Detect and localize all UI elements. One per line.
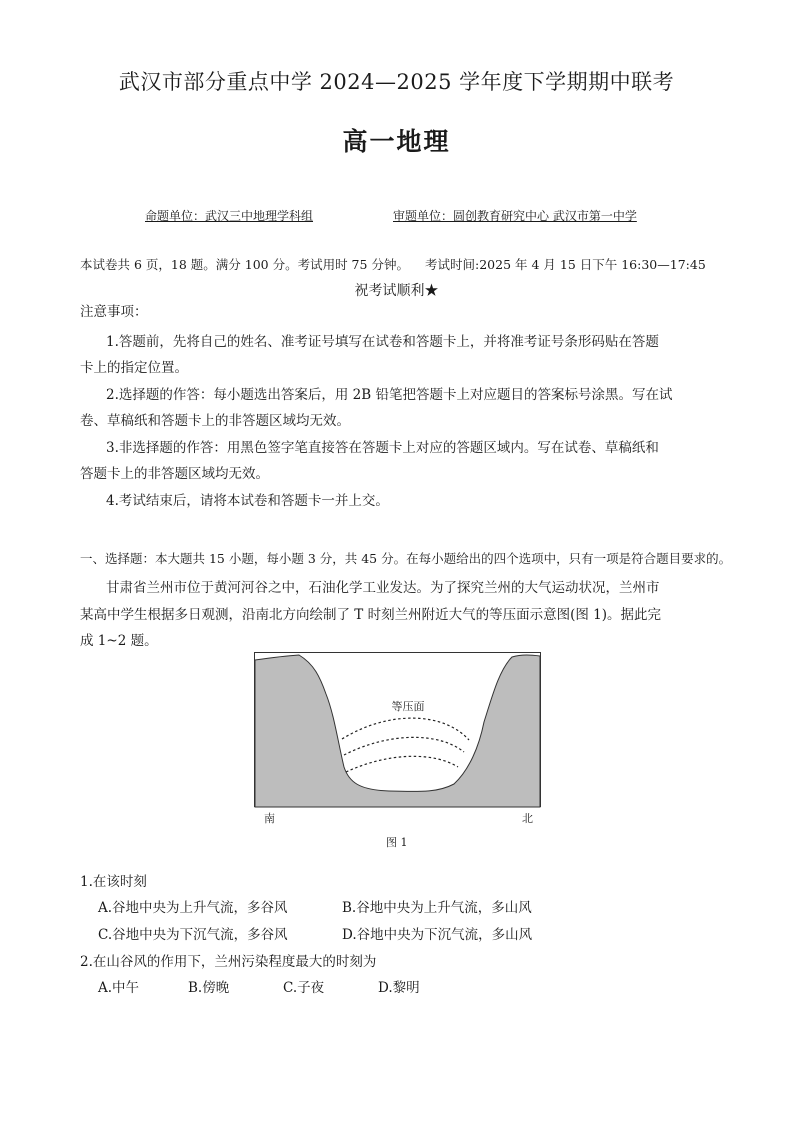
proposer-unit: 命题单位：武汉三中地理学科组 xyxy=(145,209,314,223)
stem-line-3: 成 1~2 题。 xyxy=(80,633,158,649)
note-3-line-2: 答题卡上的非答题区域均无效。 xyxy=(80,466,269,482)
isobar-line-lower xyxy=(346,756,458,772)
good-luck-text: 祝考试顺利★ xyxy=(354,283,439,299)
subject-title: 高一地理 xyxy=(342,127,451,156)
valley-terrain xyxy=(255,655,540,807)
question-2-option-a: A.中午 xyxy=(98,980,140,996)
note-1-line-1: 1.答题前，先将自己的姓名、准考证号填写在试卷和答题卡上，并将准考证号条形码贴在答题 xyxy=(106,334,659,350)
question-1-option-d: D.谷地中央为下沉气流，多山风 xyxy=(342,927,533,943)
exam-time: 考试时间:2025 年 4 月 15 日下午 16:30—17:45 xyxy=(425,257,706,272)
question-1-option-b: B.谷地中央为上升气流，多山风 xyxy=(342,900,532,916)
notes-heading: 注意事项： xyxy=(80,304,148,320)
figure-1-isobar-diagram xyxy=(254,652,541,832)
exam-summary: 本试卷共 6 页，18 题。满分 100 分。考试用时 75 分钟。 xyxy=(80,257,409,272)
north-label: 北 xyxy=(522,812,533,825)
note-3-line-1: 3.非选择题的作答：用黑色签字笔直接答在答题卡上对应的答题区域内。写在试卷、草稿纸和 xyxy=(106,440,659,456)
isobar-line-upper xyxy=(342,718,469,740)
question-2-option-b: B.傍晚 xyxy=(188,980,230,996)
question-1-option-a: A.谷地中央为上升气流，多谷风 xyxy=(98,900,288,916)
question-2-stem: 2.在山谷风的作用下，兰州污染程度最大的时刻为 xyxy=(80,954,377,970)
section-1-heading: 一、选择题：本大题共 15 小题，每小题 3 分，共 45 分。在每小题给出的四个选项中，只有一项是符合题目要求的。 xyxy=(80,551,732,566)
question-2-option-d: D.黎明 xyxy=(378,980,420,996)
figure-caption: 图 1 xyxy=(386,836,408,849)
question-1-stem: 1.在该时刻 xyxy=(80,874,147,890)
isobar-label: 等压面 xyxy=(391,700,425,713)
question-1-option-c: C.谷地中央为下沉气流，多谷风 xyxy=(98,927,288,943)
south-label: 南 xyxy=(264,812,275,825)
note-4-line-1: 4.考试结束后，请将本试卷和答题卡一并上交。 xyxy=(106,493,389,509)
question-2-option-c: C.子夜 xyxy=(283,980,325,996)
stem-line-2: 某高中学生根据多日观测，沿南北方向绘制了 T 时刻兰州附近大气的等压面示意图(图 1)。据此完 xyxy=(80,607,661,623)
exam-title: 武汉市部分重点中学 2024—2025 学年度下学期期中联考 xyxy=(118,70,675,94)
note-2-line-2: 卷、草稿纸和答题卡上的非答题区域均无效。 xyxy=(80,413,350,429)
note-2-line-1: 2.选择题的作答：每小题选出答案后，用 2B 铅笔把答题卡上对应题目的答案标号涂黑。写在试 xyxy=(106,387,673,403)
stem-line-1: 甘肃省兰州市位于黄河河谷之中，石油化学工业发达。为了探究兰州的大气运动状况，兰州市 xyxy=(106,580,660,596)
reviewer-unit: 审题单位：圆创教育研究中心 武汉市第一中学 xyxy=(393,209,637,223)
isobar-line-middle xyxy=(344,737,464,755)
note-1-line-2: 卡上的指定位置。 xyxy=(80,360,188,376)
